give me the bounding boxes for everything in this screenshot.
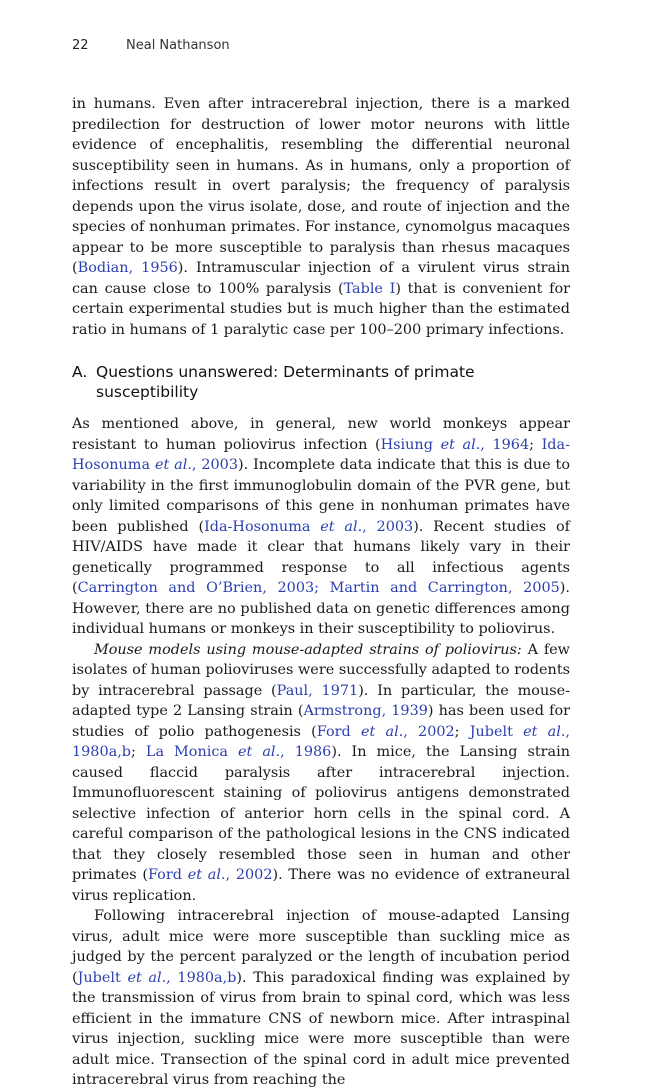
paragraph-new-world-monkeys	[72, 414, 570, 640]
citation-link[interactable]: La Monica et al., 1986	[145, 744, 332, 760]
text-run: in humans. Even after intracerebral injection, there is a marked predilection for destruction of lower motor neurons with little evidence of encephalitis, resembling the differential neuronal susceptibility seen in humans. As in humans, only a proportion of infections result in overt paralysis; the frequency of paralysis depends upon the virus isolate, dose, and route of injection and the species of nonhuman primates. For instance, cynomolgus macaques appear to be more susceptible to paralysis than rhesus macaques (	[72, 96, 570, 276]
citation-link[interactable]: Ida-Hosonuma et al., 2003	[72, 436, 570, 473]
body-text	[72, 94, 570, 1091]
citation-link[interactable]: Armstrong, 1939	[303, 703, 428, 719]
text-run: ). Intramuscular injection of a virulent virus strain can cause close to 100% paralysis (	[72, 260, 570, 297]
text-run: A few isolates of human polioviruses were successfully adapted to rodents by intracerebral passage (	[72, 641, 570, 699]
section-title: Questions unanswered: Determinants of primate susceptibility	[96, 363, 475, 401]
citation-link[interactable]: Ford et al., 2002	[147, 867, 273, 883]
text-run: ). There was no evidence of extraneural virus replication.	[72, 867, 570, 904]
paragraph-primate-paralysis	[72, 94, 570, 340]
citation-link[interactable]: Jubelt et al., 1980a,b	[77, 969, 237, 986]
citation-link[interactable]: Ida-Hosonuma et al., 2003	[204, 518, 414, 535]
text-run: As mentioned above, in general, new world monkeys appear resistant to human poliovirus infection (	[72, 416, 570, 453]
text-run: ). In particular, the mouse-adapted type 2 Lansing strain (	[72, 682, 570, 719]
running-head-author: Neal Nathanson	[126, 38, 230, 53]
page-number: 22	[72, 38, 89, 53]
text-run: ). Incomplete data indicate that this is due to variability in the first immunoglobulin domain of the PVR gene, but only limited comparisons of this gene in nonhuman primates have been published (	[72, 457, 570, 535]
citation-link[interactable]: Bodian, 1956	[77, 260, 178, 276]
text-run: ). In mice, the Lansing strain caused flaccid paralysis after intracerebral injection. Immunofluorescent staining of poliovirus antigens demonstrated selective infection of anterior horn cells in the spinal cord. A careful comparison of the pathological lesions in the CNS indicated that they closely resembled those seen in human and other primates (	[72, 744, 570, 883]
run-in-heading: Mouse models using mouse-adapted strains of poliovirus:	[94, 641, 522, 658]
paragraph-mouse-models	[72, 640, 570, 907]
text-run: ). However, there are no published data on genetic differences among individual humans or monkeys in their susceptibility to poliovirus.	[72, 580, 570, 637]
paragraph-lansing-virus	[72, 906, 570, 1091]
text-run: ;	[529, 436, 542, 453]
text-run: ) has been used for studies of polio pathogenesis (	[72, 703, 570, 740]
citation-link[interactable]: Hsiung et al., 1964	[380, 436, 530, 453]
text-run: Following intracerebral injection of mouse-adapted Lansing virus, adult mice were more susceptible than suckling mice as judged by the percent paralyzed or the length of incubation period (	[72, 908, 570, 986]
text-run: ) that is convenient for certain experimental studies but is much higher than the estimated ratio in humans of 1 paralytic case per 100–200 primary infections.	[72, 280, 570, 338]
citation-link[interactable]: Jubelt et al., 1980a,b	[72, 723, 570, 760]
section-heading	[72, 362, 570, 402]
section-letter: A.	[72, 363, 88, 381]
text-run: ). Recent studies of HIV/AIDS have made it clear that humans likely vary in their genetically programmed response to all infectious agents (	[72, 518, 570, 596]
text-run: ). This paradoxical finding was explained by the transmission of virus from brain to spinal cord, which was less efficient in the immature CNS of newborn mice. After intraspinal virus injection, suckling mice were more susceptible than were adult mice. Transection of the spinal cord in adult mice prevented intracerebral virus from reaching the	[72, 969, 570, 1088]
text-run: ;	[131, 744, 146, 760]
running-head	[72, 38, 230, 53]
text-run: ;	[454, 723, 470, 740]
table-reference-link[interactable]: Table I	[343, 280, 396, 297]
citation-link[interactable]: Paul, 1971	[276, 682, 359, 699]
citation-link[interactable]: Ford et al., 2002	[316, 723, 455, 740]
citation-link[interactable]: Carrington and O’Brien, 2003; Martin and Carrington, 2005	[77, 580, 560, 596]
